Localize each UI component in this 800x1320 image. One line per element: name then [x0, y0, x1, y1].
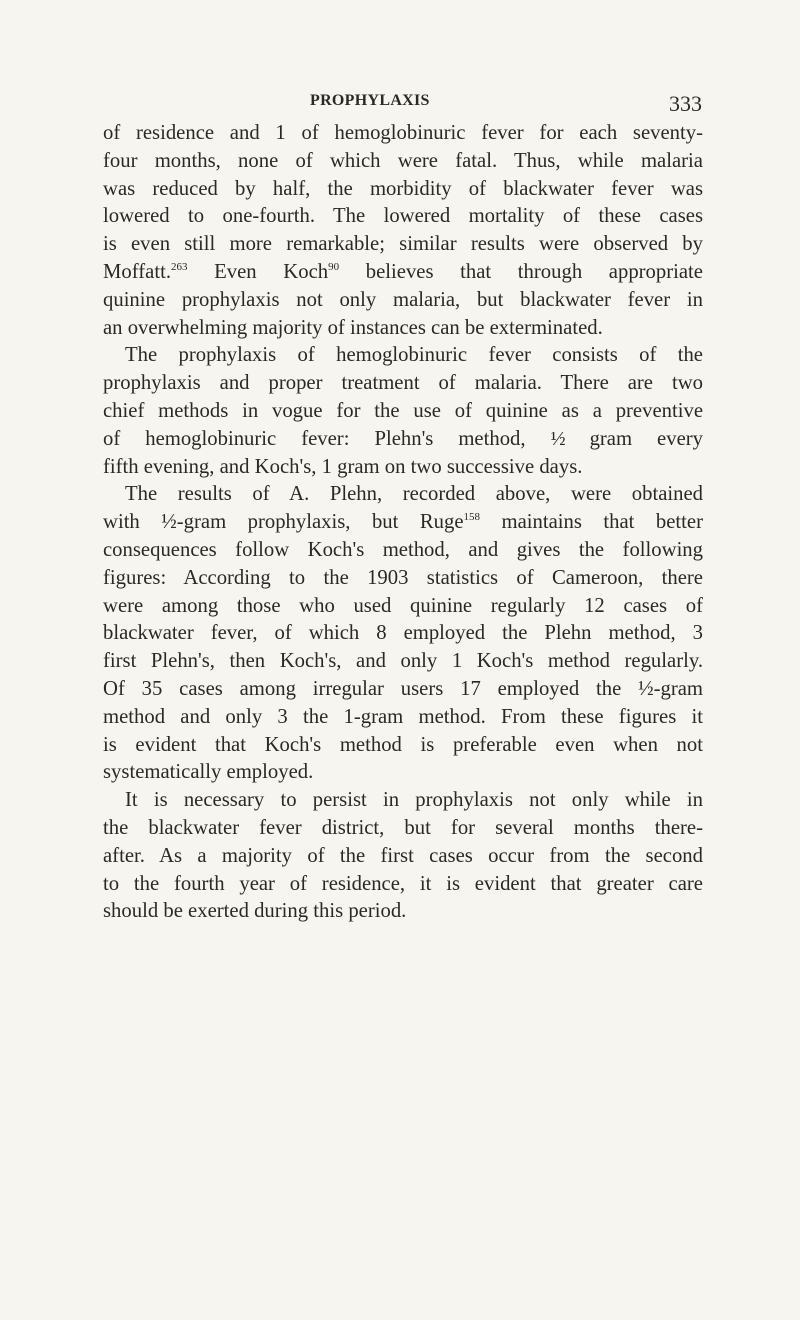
text-line: prophylaxis and proper treatment of malaria. There are two — [103, 372, 703, 395]
text-line: figures: According to the 1903 statistics of Cameroon, there — [103, 566, 703, 589]
text-line: four months, none of which were fatal. Thus, while malaria — [103, 149, 703, 172]
citation-superscript: 263 — [171, 260, 188, 273]
text-line: method and only 3 the 1-gram method. From these figures it — [103, 705, 703, 728]
citation-superscript: 158 — [463, 511, 481, 524]
text-line: is even still more remarkable; similar results were observed by — [103, 233, 703, 256]
body-text — [103, 120, 703, 926]
text-line: chief methods in vogue for the use of quinine as a preventive — [103, 399, 703, 422]
text-line: was reduced by half, the morbidity of blackwater fever was — [103, 177, 703, 200]
text-line: consequences follow Koch's method, and gives the following — [103, 538, 703, 561]
fraction-half: ½ — [550, 427, 565, 450]
text-line: should be exerted during this period. — [103, 900, 407, 923]
text-line: The prophylaxis of hemoglobinuric fever consists of the — [125, 344, 703, 367]
text-line: were among those who used quinine regularly 12 cases of — [103, 594, 703, 617]
text-line: is evident that Koch's method is preferable even when not — [103, 733, 703, 756]
text-line: The results of A. Plehn, recorded above, were obtained — [125, 483, 703, 506]
page-number: 333 — [669, 91, 702, 116]
text-line: the blackwater fever district, but for several months there- — [103, 816, 703, 839]
text-line: Moffatt.$^{263}$ Even Koch$^{90}$ believes that through appropriate — [103, 260, 703, 283]
text-line: blackwater fever, of which 8 employed the Plehn method, 3 — [103, 622, 703, 645]
text-line: first Plehn's, then Koch's, and only 1 Koch's method regularly. — [103, 650, 703, 673]
text-line: quinine prophylaxis not only malaria, but blackwater fever in — [103, 288, 703, 311]
text-line: an overwhelming majority of instances can be exterminated. — [103, 316, 603, 339]
text-line: Of 35 cases among irregular users 17 employed the ½-gram — [103, 677, 703, 700]
text-line: with ½-gram prophylaxis, but Ruge$^{158}$ maintains that better — [103, 511, 703, 534]
text-line: to the fourth year of residence, it is evident that greater care — [103, 872, 703, 895]
text-line: fifth evening, and Koch's, 1 gram on two successive days. — [103, 455, 583, 478]
citation-superscript: 90 — [328, 260, 340, 273]
text-line: after. As a majority of the first cases occur from the second — [103, 844, 703, 867]
chapter-title: PROPHYLAXIS — [310, 92, 430, 109]
text-line: of residence and 1 of hemoglobinuric fever for each seventy- — [103, 122, 703, 144]
running-head — [0, 92, 800, 122]
text-line: of hemoglobinuric fever: Plehn's method, ½ gram every — [103, 427, 704, 450]
text-line: systematically employed. — [103, 761, 314, 784]
text-line: It is necessary to persist in prophylaxis not only while in — [125, 789, 703, 812]
text-line: lowered to one-fourth. The lowered mortality of these cases — [103, 205, 703, 228]
